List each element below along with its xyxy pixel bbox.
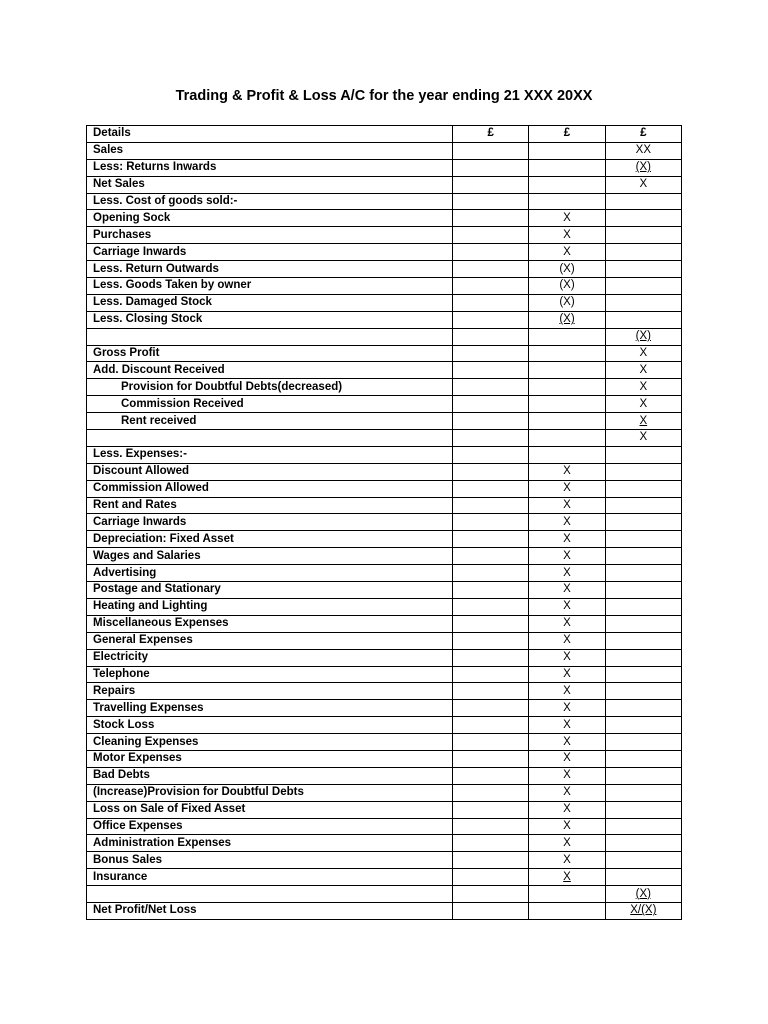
- row-col-1: [453, 902, 529, 919]
- row-col-3: [605, 548, 681, 565]
- table-row: [87, 649, 682, 666]
- row-col-3: [605, 244, 681, 261]
- row-col-2: X: [529, 700, 605, 717]
- table-row: [87, 176, 682, 193]
- table-row: [87, 750, 682, 767]
- row-col-3: X: [605, 430, 681, 447]
- row-col-2: (X): [529, 311, 605, 328]
- row-col-1: [453, 413, 529, 430]
- row-col-1: [453, 176, 529, 193]
- row-col-3: X: [605, 396, 681, 413]
- row-col-2: X: [529, 565, 605, 582]
- row-col-3: [605, 261, 681, 278]
- table-row: [87, 818, 682, 835]
- row-label: Administration Expenses: [87, 835, 453, 852]
- row-col-3: [605, 193, 681, 210]
- header-pound-1: £: [453, 126, 529, 143]
- row-col-2: [529, 345, 605, 362]
- row-col-2: X: [529, 582, 605, 599]
- row-col-1: [453, 430, 529, 447]
- table-row: [87, 480, 682, 497]
- row-label: Bonus Sales: [87, 852, 453, 869]
- table-row: [87, 328, 682, 345]
- row-col-2: X: [529, 615, 605, 632]
- table-row: [87, 700, 682, 717]
- row-col-1: [453, 345, 529, 362]
- row-col-2: [529, 413, 605, 430]
- row-col-1: [453, 767, 529, 784]
- row-col-3: [605, 210, 681, 227]
- row-col-2: X: [529, 548, 605, 565]
- row-col-1: [453, 328, 529, 345]
- row-col-1: [453, 227, 529, 244]
- row-label: Gross Profit: [87, 345, 453, 362]
- row-col-2: X: [529, 801, 605, 818]
- row-label: Depreciation: Fixed Asset: [87, 531, 453, 548]
- row-label: Commission Allowed: [87, 480, 453, 497]
- table-row: [87, 142, 682, 159]
- table-row: [87, 311, 682, 328]
- row-col-3: [605, 835, 681, 852]
- row-label: Sales: [87, 142, 453, 159]
- row-col-3: X/(X): [605, 902, 681, 919]
- row-col-1: [453, 379, 529, 396]
- row-col-2: [529, 142, 605, 159]
- row-col-2: X: [529, 818, 605, 835]
- row-col-3: X: [605, 362, 681, 379]
- row-col-2: X: [529, 480, 605, 497]
- row-col-3: [605, 683, 681, 700]
- row-label: Opening Sock: [87, 210, 453, 227]
- row-col-1: [453, 446, 529, 463]
- row-col-3: [605, 615, 681, 632]
- row-label: Bad Debts: [87, 767, 453, 784]
- table-row: [87, 784, 682, 801]
- row-col-2: X: [529, 598, 605, 615]
- table-row: [87, 261, 682, 278]
- row-col-1: [453, 159, 529, 176]
- row-col-1: [453, 717, 529, 734]
- row-col-3: [605, 598, 681, 615]
- row-col-1: [453, 683, 529, 700]
- table-row: [87, 497, 682, 514]
- row-col-2: [529, 902, 605, 919]
- row-col-1: [453, 750, 529, 767]
- row-col-2: X: [529, 666, 605, 683]
- table-row: [87, 801, 682, 818]
- row-label: Less. Goods Taken by owner: [87, 278, 453, 295]
- row-label: Less: Returns Inwards: [87, 159, 453, 176]
- row-col-2: [529, 362, 605, 379]
- row-col-2: X: [529, 632, 605, 649]
- row-col-2: X: [529, 683, 605, 700]
- row-col-1: [453, 886, 529, 903]
- table-row: [87, 210, 682, 227]
- row-label: Rent received: [87, 413, 453, 430]
- table-row: [87, 548, 682, 565]
- row-col-1: [453, 480, 529, 497]
- table-row: [87, 734, 682, 751]
- row-col-3: [605, 311, 681, 328]
- row-label: Carriage Inwards: [87, 244, 453, 261]
- row-col-2: X: [529, 649, 605, 666]
- table-row: [87, 886, 682, 903]
- row-col-3: [605, 565, 681, 582]
- row-col-2: X: [529, 210, 605, 227]
- document-title: Trading & Profit & Loss A/C for the year ending 21 XXX 20XX: [175, 88, 593, 104]
- row-col-3: [605, 767, 681, 784]
- row-col-3: [605, 852, 681, 869]
- row-col-3: [605, 717, 681, 734]
- table-row: [87, 193, 682, 210]
- table-row: [87, 413, 682, 430]
- table-row: [87, 362, 682, 379]
- row-col-3: (X): [605, 886, 681, 903]
- row-label: Stock Loss: [87, 717, 453, 734]
- row-col-1: [453, 362, 529, 379]
- row-col-3: [605, 582, 681, 599]
- table-row: [87, 278, 682, 295]
- row-label: Electricity: [87, 649, 453, 666]
- row-label: [87, 328, 453, 345]
- row-col-3: [605, 801, 681, 818]
- table-row: [87, 345, 682, 362]
- table-row: [87, 582, 682, 599]
- row-label: [87, 886, 453, 903]
- row-label: (Increase)Provision for Doubtful Debts: [87, 784, 453, 801]
- row-col-2: [529, 446, 605, 463]
- row-col-3: [605, 463, 681, 480]
- table-row: [87, 852, 682, 869]
- row-col-1: [453, 193, 529, 210]
- row-col-2: X: [529, 497, 605, 514]
- row-col-3: (X): [605, 159, 681, 176]
- table-row: [87, 666, 682, 683]
- row-col-3: X: [605, 379, 681, 396]
- row-col-1: [453, 598, 529, 615]
- row-col-2: [529, 430, 605, 447]
- table-row: [87, 463, 682, 480]
- row-col-3: XX: [605, 142, 681, 159]
- table-row: [87, 598, 682, 615]
- row-col-2: [529, 328, 605, 345]
- row-label: Less. Return Outwards: [87, 261, 453, 278]
- row-col-1: [453, 210, 529, 227]
- row-col-3: X: [605, 345, 681, 362]
- row-label: Postage and Stationary: [87, 582, 453, 599]
- row-col-3: [605, 734, 681, 751]
- table-row: [87, 615, 682, 632]
- row-col-1: [453, 666, 529, 683]
- row-col-3: [605, 227, 681, 244]
- row-label: Travelling Expenses: [87, 700, 453, 717]
- table-row: [87, 396, 682, 413]
- row-col-1: [453, 396, 529, 413]
- row-col-3: [605, 278, 681, 295]
- table-row: [87, 244, 682, 261]
- row-col-1: [453, 278, 529, 295]
- row-col-3: [605, 666, 681, 683]
- row-col-3: [605, 294, 681, 311]
- row-col-3: [605, 869, 681, 886]
- row-col-3: [605, 700, 681, 717]
- row-label: Discount Allowed: [87, 463, 453, 480]
- table-header-row: [87, 126, 682, 143]
- row-label: Heating and Lighting: [87, 598, 453, 615]
- table-row: [87, 294, 682, 311]
- account-table: [86, 125, 682, 920]
- row-label: Telephone: [87, 666, 453, 683]
- row-col-2: X: [529, 514, 605, 531]
- row-label: Repairs: [87, 683, 453, 700]
- row-col-2: (X): [529, 261, 605, 278]
- row-label: Miscellaneous Expenses: [87, 615, 453, 632]
- row-col-2: [529, 379, 605, 396]
- row-label: Office Expenses: [87, 818, 453, 835]
- row-label: Provision for Doubtful Debts(decreased): [87, 379, 453, 396]
- row-col-2: X: [529, 463, 605, 480]
- row-label: Carriage Inwards: [87, 514, 453, 531]
- row-col-1: [453, 801, 529, 818]
- row-col-1: [453, 244, 529, 261]
- table-row: [87, 869, 682, 886]
- row-label: Net Sales: [87, 176, 453, 193]
- row-col-3: [605, 818, 681, 835]
- row-col-2: X: [529, 531, 605, 548]
- row-col-1: [453, 514, 529, 531]
- header-pound-3: £: [605, 126, 681, 143]
- row-col-1: [453, 632, 529, 649]
- header-pound-2: £: [529, 126, 605, 143]
- row-label: Advertising: [87, 565, 453, 582]
- row-label: Loss on Sale of Fixed Asset: [87, 801, 453, 818]
- table-row: [87, 514, 682, 531]
- table-row: [87, 531, 682, 548]
- row-label: Less. Cost of goods sold:-: [87, 193, 453, 210]
- table-row: [87, 227, 682, 244]
- row-col-1: [453, 261, 529, 278]
- row-col-2: [529, 159, 605, 176]
- row-col-1: [453, 142, 529, 159]
- row-col-2: X: [529, 717, 605, 734]
- row-col-2: X: [529, 784, 605, 801]
- row-col-3: (X): [605, 328, 681, 345]
- row-col-2: X: [529, 227, 605, 244]
- row-label: Less. Expenses:-: [87, 446, 453, 463]
- row-col-3: [605, 514, 681, 531]
- row-col-3: X: [605, 413, 681, 430]
- row-col-1: [453, 548, 529, 565]
- row-label: [87, 430, 453, 447]
- table-row: [87, 379, 682, 396]
- row-col-2: X: [529, 734, 605, 751]
- row-label: General Expenses: [87, 632, 453, 649]
- row-col-2: (X): [529, 294, 605, 311]
- row-label: Net Profit/Net Loss: [87, 902, 453, 919]
- row-col-2: [529, 396, 605, 413]
- row-col-2: X: [529, 244, 605, 261]
- table-row: [87, 683, 682, 700]
- row-col-1: [453, 582, 529, 599]
- row-col-2: [529, 193, 605, 210]
- row-col-3: [605, 649, 681, 666]
- table-row: [87, 835, 682, 852]
- row-col-2: X: [529, 852, 605, 869]
- row-col-1: [453, 311, 529, 328]
- row-label: Less. Damaged Stock: [87, 294, 453, 311]
- row-label: Less. Closing Stock: [87, 311, 453, 328]
- table-row: [87, 446, 682, 463]
- row-col-2: [529, 886, 605, 903]
- row-col-1: [453, 852, 529, 869]
- row-label: Commission Received: [87, 396, 453, 413]
- row-col-3: [605, 750, 681, 767]
- row-col-3: [605, 497, 681, 514]
- row-col-1: [453, 531, 529, 548]
- row-col-1: [453, 835, 529, 852]
- table-row: [87, 767, 682, 784]
- table-row: [87, 430, 682, 447]
- row-label: Purchases: [87, 227, 453, 244]
- table-row: [87, 159, 682, 176]
- row-col-3: X: [605, 176, 681, 193]
- row-col-2: X: [529, 750, 605, 767]
- row-col-1: [453, 565, 529, 582]
- table-row: [87, 565, 682, 582]
- row-col-1: [453, 869, 529, 886]
- row-col-3: [605, 531, 681, 548]
- row-col-1: [453, 734, 529, 751]
- row-label: Cleaning Expenses: [87, 734, 453, 751]
- row-col-2: X: [529, 869, 605, 886]
- row-col-3: [605, 446, 681, 463]
- row-label: Add. Discount Received: [87, 362, 453, 379]
- row-col-1: [453, 497, 529, 514]
- row-col-1: [453, 294, 529, 311]
- row-label: Rent and Rates: [87, 497, 453, 514]
- row-col-1: [453, 700, 529, 717]
- row-label: Wages and Salaries: [87, 548, 453, 565]
- row-col-3: [605, 632, 681, 649]
- row-col-2: X: [529, 767, 605, 784]
- row-label: Motor Expenses: [87, 750, 453, 767]
- header-details: Details: [87, 126, 453, 143]
- table-row: [87, 632, 682, 649]
- table-row: [87, 902, 682, 919]
- row-col-1: [453, 784, 529, 801]
- row-col-3: [605, 480, 681, 497]
- row-col-2: (X): [529, 278, 605, 295]
- table-row: [87, 717, 682, 734]
- row-col-3: [605, 784, 681, 801]
- row-col-1: [453, 615, 529, 632]
- row-col-1: [453, 463, 529, 480]
- row-col-1: [453, 649, 529, 666]
- row-col-2: X: [529, 835, 605, 852]
- row-col-2: [529, 176, 605, 193]
- row-label: Insurance: [87, 869, 453, 886]
- row-col-1: [453, 818, 529, 835]
